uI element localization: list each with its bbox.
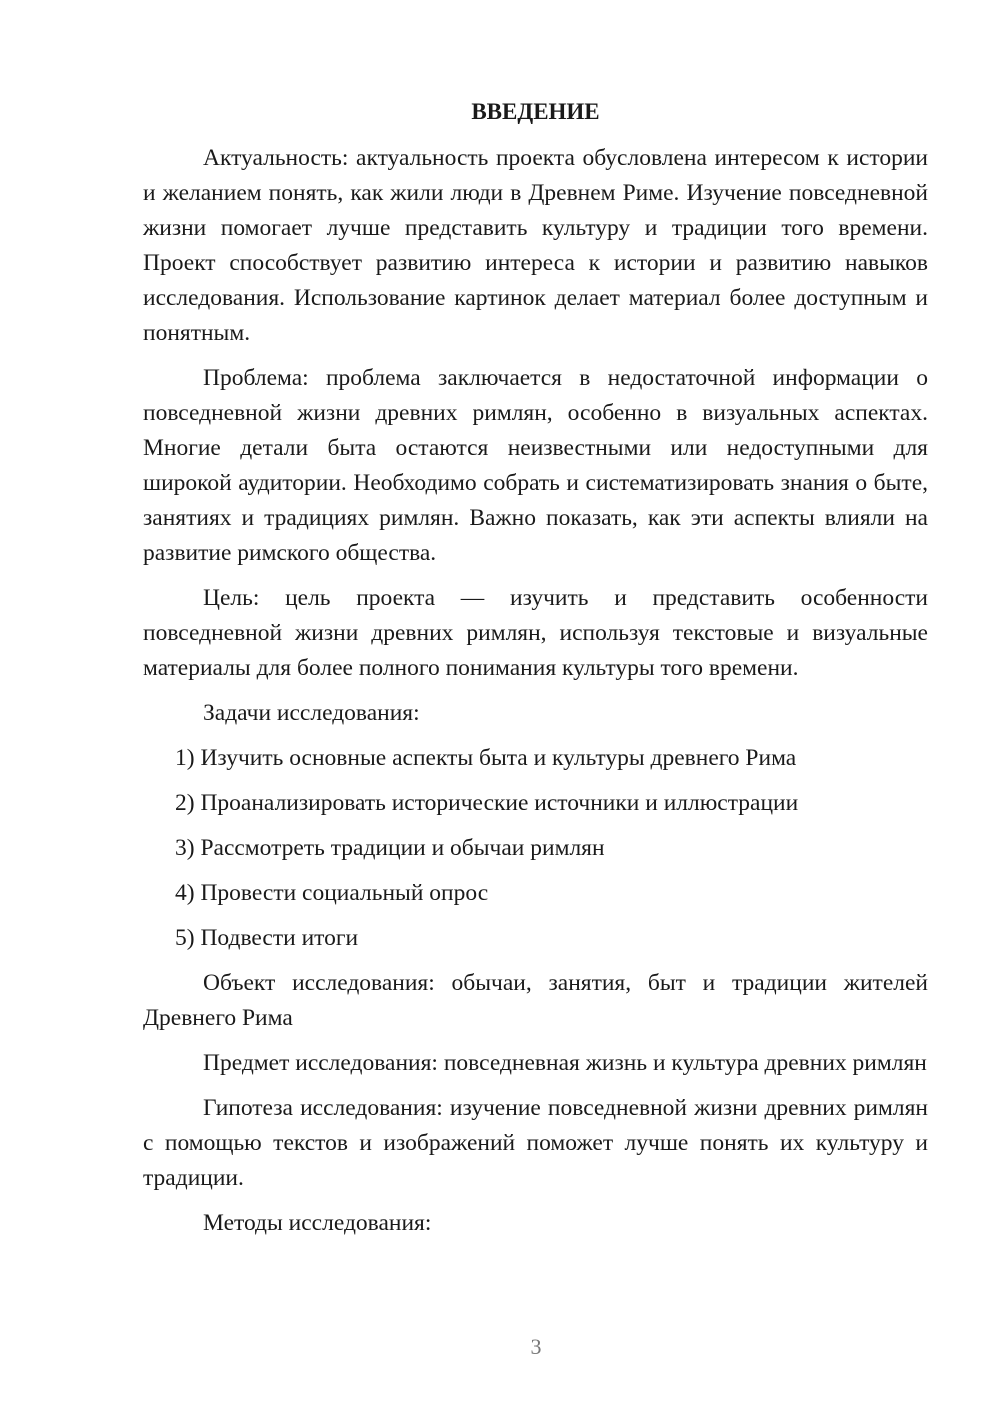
problem-paragraph: Проблема: проблема заключается в недостаточной информации о повседневной жизни древних римлян, особенно в визуальных аспектах. Многие детали быта остаются неизвестными или недоступными для широкой аудитории. Необходимо собрать и систематизировать знания о быте, занятиях и традициях римлян. Важно показать, как эти аспекты влияли на развитие римского общества. xyxy=(143,365,928,566)
page-number: 3 xyxy=(530,1334,542,1359)
page-content xyxy=(143,94,928,1251)
subject-paragraph: Предмет исследования: повседневная жизнь и культура древних римлян xyxy=(203,1050,927,1076)
hypothesis-paragraph: Гипотеза исследования: изучение повседневной жизни древних римлян с помощью текстов и изображений поможет лучше понять их культуру и традиции. xyxy=(143,1095,928,1191)
methods-heading: Методы исследования: xyxy=(203,1210,432,1236)
goal-paragraph: Цель: цель проекта — изучить и представить особенности повседневной жизни древних римлян, используя текстовые и визуальные материалы для более полного понимания культуры того времени. xyxy=(143,585,928,681)
page-title: ВВЕДЕНИЕ xyxy=(471,99,600,124)
task-item: 2) Проанализировать исторические источники и иллюстрации xyxy=(175,790,799,816)
task-item: 5) Подвести итоги xyxy=(175,925,359,951)
object-paragraph: Объект исследования: обычаи, занятия, быт и традиции жителей Древнего Рима xyxy=(143,970,928,1031)
task-item: 1) Изучить основные аспекты быта и культуры древнего Рима xyxy=(175,745,797,771)
task-item: 3) Рассмотреть традиции и обычаи римлян xyxy=(175,835,605,861)
task-item: 4) Провести социальный опрос xyxy=(175,880,489,906)
tasks-heading: Задачи исследования: xyxy=(203,700,420,726)
relevance-paragraph: Актуальность: актуальность проекта обусловлена интересом к истории и желанием понять, как жили люди в Древнем Риме. Изучение повседневной жизни помогает лучше представить культуру и традиции того времени. Проект способствует развитию интереса к истории и развитию навыков исследования. Использование картинок делает материал более доступным и понятным. xyxy=(143,145,928,346)
tasks-list xyxy=(143,741,928,956)
